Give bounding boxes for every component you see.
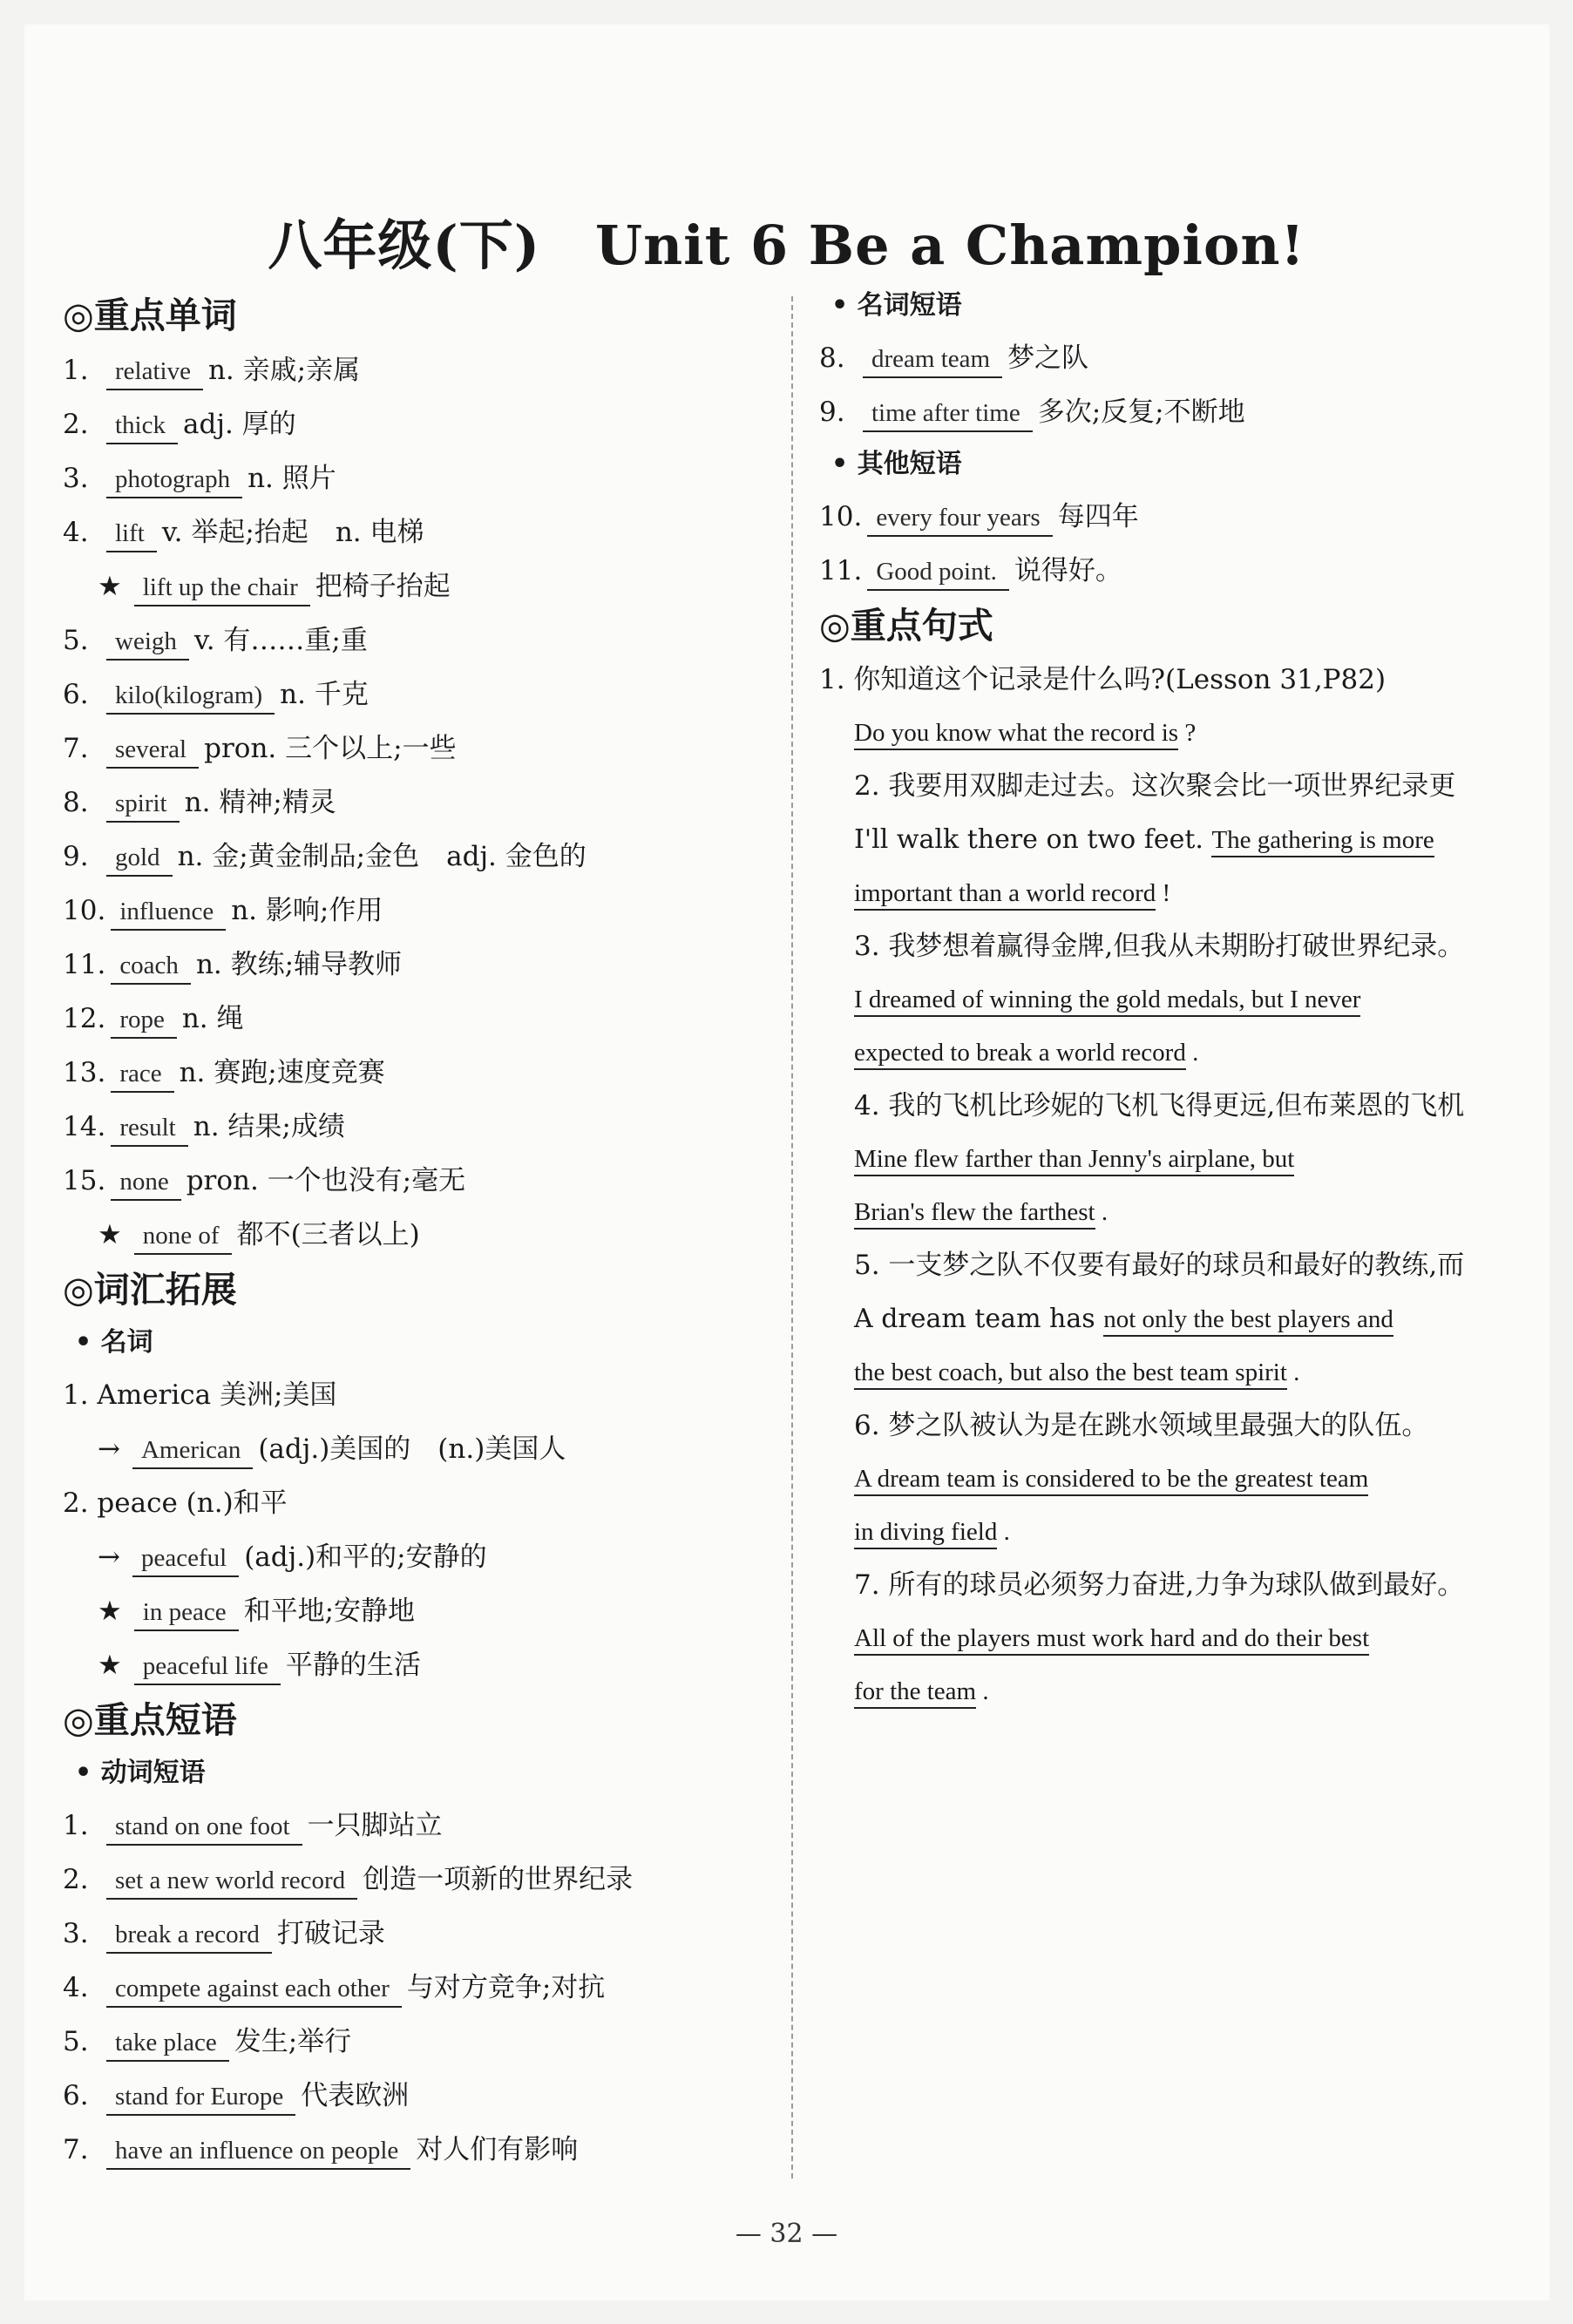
phrase-row xyxy=(819,331,1516,385)
answer-blank: every four years xyxy=(867,500,1052,537)
answer-blank: result xyxy=(111,1110,187,1147)
answer-blank: compete against each other xyxy=(106,1971,402,2008)
word-definition: n. 照片 xyxy=(247,463,336,494)
answer-underline: for the team xyxy=(854,1677,976,1709)
answer-blank: have an influence on people xyxy=(106,2133,410,2170)
item-number: 10. xyxy=(819,501,863,532)
sentence-end-mark: . xyxy=(1192,1039,1199,1067)
phrase-definition: 与对方竞争;对抗 xyxy=(406,1972,606,2003)
word-row xyxy=(63,992,777,1046)
word-definition: n. 绳 xyxy=(181,1003,244,1034)
phrase-definition: 说得好。 xyxy=(1014,555,1122,586)
word-definition: n. 教练;辅导教师 xyxy=(195,949,403,980)
column-divider xyxy=(791,296,793,2178)
vocab-definition: (adj.)和平的;安静的 xyxy=(244,1541,487,1573)
word-definition: n. 结果;成绩 xyxy=(193,1111,345,1142)
answer-blank: peaceful life xyxy=(134,1649,281,1685)
item-number: 4. xyxy=(63,1972,89,2003)
sentence-end-mark: ! xyxy=(1162,879,1171,907)
vocab-peaceful-life-row xyxy=(63,1638,777,1692)
word-definition: 都不(三者以上) xyxy=(236,1219,420,1250)
item-number: 1. xyxy=(63,355,89,386)
answer-blank: stand on one foot xyxy=(106,1809,302,1846)
phrase-row xyxy=(63,1961,777,2015)
answer-underline: in diving field xyxy=(854,1518,997,1549)
item-number: 2. xyxy=(63,409,89,440)
answer-line xyxy=(819,1665,1516,1718)
other-phrase-list xyxy=(819,490,1516,598)
item-number: 6. xyxy=(63,2080,89,2111)
item-number: 12. xyxy=(63,1003,106,1034)
word-row xyxy=(63,613,777,667)
answer-underline: All of the players must work hard and do their best xyxy=(854,1624,1369,1656)
star-icon: ★ xyxy=(98,1650,122,1681)
answer-blank: break a record xyxy=(106,1917,272,1954)
star-icon: ★ xyxy=(98,571,122,602)
sentence-prompt: 3. 我梦想着赢得金牌,但我从未期盼打破世界纪录。 xyxy=(854,931,1465,962)
star-icon: ★ xyxy=(98,1219,122,1250)
answer-blank: set a new world record xyxy=(106,1863,357,1900)
phrase-row xyxy=(819,385,1516,439)
answer-blank: none of xyxy=(134,1218,232,1255)
sentence-prompt: 6. 梦之队被认为是在跳水领域里最强大的队伍。 xyxy=(854,1410,1429,1441)
answer-blank: relative xyxy=(106,354,203,390)
answer-blank: coach xyxy=(111,948,191,985)
arrow-icon: → xyxy=(98,1541,120,1573)
phrase-row xyxy=(819,490,1516,544)
vocab-definition: (adj.)美国的 (n.)美国人 xyxy=(258,1433,566,1465)
word-list xyxy=(63,343,777,1262)
answer-blank: none xyxy=(111,1164,180,1201)
item-number: 8. xyxy=(819,342,845,374)
answer-blank: rope xyxy=(111,1002,177,1039)
answer-blank: several xyxy=(106,732,199,769)
item-number: 10. xyxy=(63,895,106,926)
item-number: 1. xyxy=(63,1810,89,1841)
verb-phrases-subhead: • 动词短语 xyxy=(75,1758,206,1788)
answer-blank: American xyxy=(132,1433,253,1469)
word-row xyxy=(63,397,777,451)
word-row xyxy=(63,884,777,938)
item-number: 5. xyxy=(63,2026,89,2057)
word-row xyxy=(63,1046,777,1100)
sentence-prompt: 4. 我的飞机比珍妮的飞机飞得更远,但布莱恩的飞机 xyxy=(854,1090,1465,1121)
word-row xyxy=(63,559,777,613)
phrase-definition: 打破记录 xyxy=(276,1918,385,1949)
vocab-peaceful-row xyxy=(63,1530,777,1584)
answer-blank: influence xyxy=(111,894,226,931)
answer-line xyxy=(819,1506,1516,1559)
page-title: 八年级(下) Unit 6 Be a Champion! xyxy=(268,213,1305,277)
word-row xyxy=(63,776,777,830)
word-definition: v. 有……重;重 xyxy=(193,625,368,656)
word-row xyxy=(63,505,777,559)
sentence-item xyxy=(819,920,1516,1080)
phrase-definition: 梦之队 xyxy=(1007,342,1089,374)
answer-blank: time after time xyxy=(863,396,1033,432)
verb-phrase-list xyxy=(63,1799,777,2177)
answer-blank: gold xyxy=(106,840,173,877)
answer-blank: in peace xyxy=(134,1595,239,1631)
phrase-row xyxy=(63,2069,777,2123)
sentence-item xyxy=(819,760,1516,920)
phrase-row xyxy=(63,1853,777,1907)
word-row xyxy=(63,938,777,992)
item-number: 3. xyxy=(63,1918,89,1949)
answer-blank: weigh xyxy=(106,624,189,661)
sentence-item xyxy=(819,1239,1516,1399)
word-definition: n. 亲戚;亲属 xyxy=(207,355,361,386)
section-key-phrases: ◎重点短语 xyxy=(63,1699,237,1741)
item-number: 14. xyxy=(63,1111,106,1142)
arrow-icon: → xyxy=(98,1433,120,1465)
phrase-row xyxy=(819,544,1516,598)
sentence-prefix: I'll walk there on two feet. xyxy=(854,824,1203,855)
sentence-end-mark: . xyxy=(1101,1198,1109,1226)
answer-underline: expected to break a world record xyxy=(854,1039,1186,1070)
item-number: 8. xyxy=(63,787,89,818)
page-number: — 32 — xyxy=(735,2219,838,2249)
item-number: 11. xyxy=(63,949,106,980)
sentence-end-mark: ? xyxy=(1184,719,1197,747)
phrase-row xyxy=(63,1907,777,1961)
section-key-sentences: ◎重点句式 xyxy=(819,605,993,647)
answer-line xyxy=(819,1453,1516,1506)
right-column xyxy=(819,281,1516,1718)
noun-subhead: • 名词 xyxy=(75,1327,153,1358)
answer-underline: A dream team is considered to be the greatest team xyxy=(854,1465,1368,1496)
item-number: 4. xyxy=(63,517,89,548)
word-definition: 把椅子抬起 xyxy=(315,571,451,602)
vocab-peace: 2. peace (n.)和平 xyxy=(63,1487,288,1519)
answer-blank: race xyxy=(111,1056,173,1093)
word-row xyxy=(63,830,777,884)
answer-blank: Good point. xyxy=(867,554,1009,591)
item-number: 9. xyxy=(819,396,845,428)
answer-blank: photograph xyxy=(106,462,242,498)
item-number: 6. xyxy=(63,679,89,710)
answer-blank: thick xyxy=(106,408,178,444)
answer-line xyxy=(819,973,1516,1026)
sentence-item xyxy=(819,1559,1516,1718)
word-definition: pron. 一个也没有;毫无 xyxy=(186,1165,466,1196)
word-definition: v. 举起;抬起 n. 电梯 xyxy=(161,517,424,548)
noun-phrase-list xyxy=(819,331,1516,439)
item-number: 3. xyxy=(63,463,89,494)
answer-underline: Do you know what the record is xyxy=(854,719,1178,750)
answer-blank: lift up the chair xyxy=(134,570,310,606)
sentence-end-mark: . xyxy=(982,1677,989,1705)
section-key-words: ◎重点单词 xyxy=(63,295,237,336)
answer-underline: I dreamed of winning the gold medals, but I never xyxy=(854,986,1360,1017)
word-definition: n. 金;黄金制品;金色 adj. 金色的 xyxy=(177,841,586,872)
answer-blank: lift xyxy=(106,516,157,552)
answer-underline: the best coach, but also the best team spirit xyxy=(854,1358,1287,1390)
item-number: 5. xyxy=(63,625,89,656)
answer-underline: Mine flew farther than Jenny's airplane, but xyxy=(854,1145,1294,1176)
answer-blank: take place xyxy=(106,2025,229,2062)
phrase-definition: 多次;反复;不断地 xyxy=(1037,396,1245,428)
word-row xyxy=(63,451,777,505)
word-row xyxy=(63,667,777,722)
phrase-definition: 对人们有影响 xyxy=(416,2134,579,2165)
phrase-definition: 发生;举行 xyxy=(234,2026,352,2057)
phrase-definition: 每四年 xyxy=(1057,501,1139,532)
vocab-in-peace-row xyxy=(63,1584,777,1638)
section-vocab-expansion: ◎词汇拓展 xyxy=(63,1269,237,1311)
answer-line xyxy=(819,1026,1516,1080)
word-definition: n. 千克 xyxy=(280,679,369,710)
word-row xyxy=(63,343,777,397)
answer-blank: stand for Europe xyxy=(106,2079,295,2116)
other-phrases-subhead: • 其他短语 xyxy=(831,449,962,479)
phrase-row xyxy=(63,2123,777,2177)
answer-blank: peaceful xyxy=(132,1541,239,1577)
answer-underline: Brian's flew the farthest xyxy=(854,1198,1095,1230)
sentence-item xyxy=(819,1080,1516,1239)
word-row xyxy=(63,1100,777,1154)
sentence-list xyxy=(819,654,1516,1718)
phrase-row xyxy=(63,1799,777,1853)
word-row xyxy=(63,1208,777,1262)
sentence-prompt: 2. 我要用双脚走过去。这次聚会比一项世界纪录更 xyxy=(854,770,1456,802)
phrase-definition: 一只脚站立 xyxy=(307,1810,443,1841)
sentence-item xyxy=(819,1399,1516,1559)
answer-line xyxy=(819,1133,1516,1186)
sentence-prompt: 1. 你知道这个记录是什么吗?(Lesson 31,P82) xyxy=(819,664,1387,695)
word-definition: n. 影响;作用 xyxy=(231,895,383,926)
answer-line xyxy=(819,813,1516,867)
answer-blank: kilo(kilogram) xyxy=(106,678,275,715)
vocab-definition: 和平地;安静地 xyxy=(243,1596,416,1627)
vocab-america: 1. America 美洲;美国 xyxy=(63,1379,337,1411)
item-number: 7. xyxy=(63,733,89,764)
sentence-item xyxy=(819,654,1516,760)
sentence-prefix: A dream team has xyxy=(854,1304,1095,1334)
item-number: 13. xyxy=(63,1057,106,1088)
item-number: 2. xyxy=(63,1864,89,1895)
phrase-definition: 代表欧洲 xyxy=(301,2080,410,2111)
answer-line xyxy=(819,1612,1516,1665)
sentence-end-mark: . xyxy=(1293,1358,1300,1386)
sentence-prompt: 7. 所有的球员必须努力奋进,力争为球队做到最好。 xyxy=(854,1569,1465,1601)
word-row xyxy=(63,1154,777,1208)
answer-blank: spirit xyxy=(106,786,180,823)
item-number: 7. xyxy=(63,2134,89,2165)
answer-line xyxy=(819,867,1516,920)
answer-line xyxy=(819,1186,1516,1239)
phrase-definition: 创造一项新的世界纪录 xyxy=(363,1864,634,1895)
answer-line xyxy=(819,707,1516,760)
word-definition: n. 精神;精灵 xyxy=(184,787,336,818)
left-column xyxy=(63,288,777,2177)
item-number: 11. xyxy=(819,555,863,586)
word-definition: pron. 三个以上;一些 xyxy=(204,733,457,764)
phrase-row xyxy=(63,2015,777,2069)
sentence-prompt: 5. 一支梦之队不仅要有最好的球员和最好的教练,而 xyxy=(854,1250,1465,1281)
answer-underline: not only the best players and xyxy=(1103,1305,1393,1337)
answer-line xyxy=(819,1292,1516,1346)
answer-blank: dream team xyxy=(863,342,1002,378)
word-row xyxy=(63,722,777,776)
vocab-american-row xyxy=(63,1422,777,1476)
vocab-definition: 平静的生活 xyxy=(285,1650,421,1681)
item-number: 15. xyxy=(63,1165,106,1196)
answer-underline: important than a world record xyxy=(854,879,1156,911)
answer-line xyxy=(819,1346,1516,1399)
sentence-end-mark: . xyxy=(1003,1518,1010,1546)
answer-underline: The gathering is more xyxy=(1211,826,1434,857)
word-definition: n. 赛跑;速度竞赛 xyxy=(179,1057,385,1088)
noun-phrases-subhead: • 名词短语 xyxy=(831,290,962,321)
star-icon: ★ xyxy=(98,1596,122,1627)
item-number: 9. xyxy=(63,841,89,872)
word-definition: adj. 厚的 xyxy=(183,409,296,440)
